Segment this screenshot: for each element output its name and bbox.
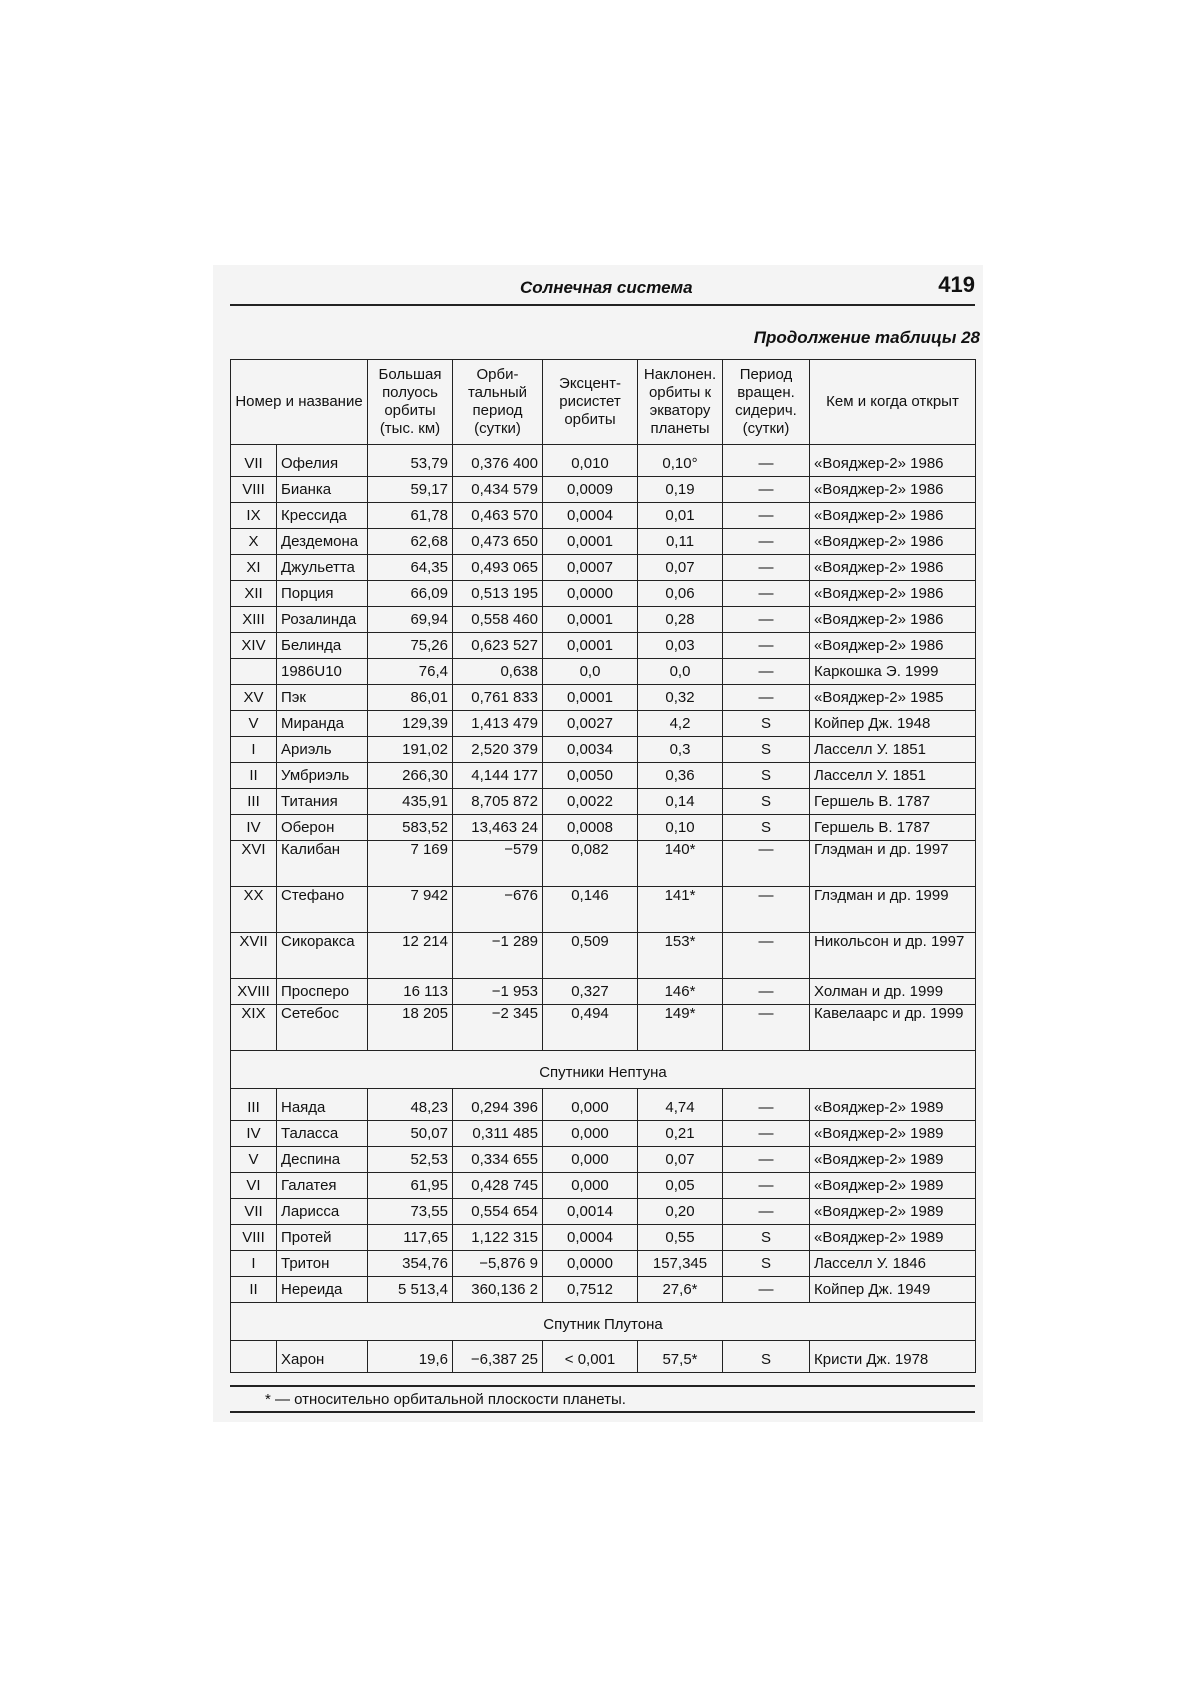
satellite-number: IV xyxy=(231,815,277,841)
discovery: Гершель В. 1787 xyxy=(810,789,976,815)
eccentricity: 0,7512 xyxy=(543,1277,638,1303)
discovery: Кристи Дж. 1978 xyxy=(810,1341,976,1373)
table-row xyxy=(231,685,976,711)
table-row xyxy=(231,1341,976,1373)
table-row xyxy=(231,1199,976,1225)
table-row xyxy=(231,737,976,763)
table-row xyxy=(231,1225,976,1251)
orbital-period: 0,554 654 xyxy=(453,1199,543,1225)
orbital-period: 8,705 872 xyxy=(453,789,543,815)
satellite-number: XVI xyxy=(231,841,277,887)
discovery: «Вояджер-2» 1989 xyxy=(810,1089,976,1121)
semi-major-axis: 266,30 xyxy=(368,763,453,789)
semi-major-axis: 76,4 xyxy=(368,659,453,685)
semi-major-axis: 61,95 xyxy=(368,1173,453,1199)
rotation-period: — xyxy=(723,933,810,979)
inclination: 0,07 xyxy=(638,1147,723,1173)
satellite-number: X xyxy=(231,529,277,555)
rotation-period: — xyxy=(723,1147,810,1173)
table-row xyxy=(231,887,976,933)
column-header-number-name: Номер и название xyxy=(231,360,368,445)
rotation-period: — xyxy=(723,1005,810,1051)
satellite-number: XV xyxy=(231,685,277,711)
inclination: 0,32 xyxy=(638,685,723,711)
pluto-satellites xyxy=(231,1341,976,1373)
rotation-period: — xyxy=(723,1277,810,1303)
table-row xyxy=(231,815,976,841)
inclination: 0,19 xyxy=(638,477,723,503)
satellite-number: VII xyxy=(231,445,277,477)
table-row xyxy=(231,1277,976,1303)
satellite-number: V xyxy=(231,711,277,737)
satellite-name: Тритон xyxy=(277,1251,368,1277)
inclination: 0,28 xyxy=(638,607,723,633)
uranus-satellites xyxy=(231,445,976,1051)
satellite-name: Оберон xyxy=(277,815,368,841)
inclination: 0,10° xyxy=(638,445,723,477)
eccentricity: 0,082 xyxy=(543,841,638,887)
orbital-period: 0,376 400 xyxy=(453,445,543,477)
eccentricity: 0,010 xyxy=(543,445,638,477)
semi-major-axis: 16 113 xyxy=(368,979,453,1005)
rotation-period: S xyxy=(723,763,810,789)
discovery: Каркошка Э. 1999 xyxy=(810,659,976,685)
section-row xyxy=(231,1303,976,1341)
semi-major-axis: 435,91 xyxy=(368,789,453,815)
satellite-name: Ларисса xyxy=(277,1199,368,1225)
satellite-name: Миранда xyxy=(277,711,368,737)
rotation-period: S xyxy=(723,789,810,815)
inclination: 0,20 xyxy=(638,1199,723,1225)
rotation-period: S xyxy=(723,711,810,737)
eccentricity: 0,0022 xyxy=(543,789,638,815)
orbital-period: −2 345 xyxy=(453,1005,543,1051)
table-row xyxy=(231,841,976,887)
semi-major-axis: 117,65 xyxy=(368,1225,453,1251)
satellite-name: Таласса xyxy=(277,1121,368,1147)
satellite-name: Порция xyxy=(277,581,368,607)
orbital-period: −676 xyxy=(453,887,543,933)
semi-major-axis: 50,07 xyxy=(368,1121,453,1147)
orbital-period: 0,493 065 xyxy=(453,555,543,581)
rotation-period: — xyxy=(723,445,810,477)
semi-major-axis: 66,09 xyxy=(368,581,453,607)
page-number: 419 xyxy=(938,272,975,297)
orbital-period: 0,428 745 xyxy=(453,1173,543,1199)
satellite-number: XIII xyxy=(231,607,277,633)
rotation-period: — xyxy=(723,659,810,685)
neptune-section xyxy=(231,1051,976,1089)
inclination: 0,14 xyxy=(638,789,723,815)
orbital-period: 2,520 379 xyxy=(453,737,543,763)
orbital-period: 0,473 650 xyxy=(453,529,543,555)
satellite-number: I xyxy=(231,1251,277,1277)
orbital-period: 0,638 xyxy=(453,659,543,685)
eccentricity: 0,000 xyxy=(543,1147,638,1173)
satellite-number: I xyxy=(231,737,277,763)
column-header-rotation: Период вращен. сидерич. (сутки) xyxy=(723,360,810,445)
inclination: 141* xyxy=(638,887,723,933)
semi-major-axis: 48,23 xyxy=(368,1089,453,1121)
semi-major-axis: 86,01 xyxy=(368,685,453,711)
satellite-name: Титания xyxy=(277,789,368,815)
column-header-inclination: Наклонен. орбиты к экватору планеты xyxy=(638,360,723,445)
satellite-number xyxy=(231,659,277,685)
inclination: 4,2 xyxy=(638,711,723,737)
inclination: 0,36 xyxy=(638,763,723,789)
table-row xyxy=(231,581,976,607)
satellite-name: Белинда xyxy=(277,633,368,659)
inclination: 0,21 xyxy=(638,1121,723,1147)
inclination: 4,74 xyxy=(638,1089,723,1121)
discovery: Ласселл У. 1846 xyxy=(810,1251,976,1277)
table-row xyxy=(231,659,976,685)
orbital-period: 0,623 527 xyxy=(453,633,543,659)
orbital-period: −579 xyxy=(453,841,543,887)
discovery: «Вояджер-2» 1989 xyxy=(810,1199,976,1225)
semi-major-axis: 191,02 xyxy=(368,737,453,763)
pluto-section xyxy=(231,1303,976,1341)
eccentricity: 0,000 xyxy=(543,1173,638,1199)
eccentricity: < 0,001 xyxy=(543,1341,638,1373)
eccentricity: 0,146 xyxy=(543,887,638,933)
table-row xyxy=(231,933,976,979)
rotation-period: — xyxy=(723,887,810,933)
eccentricity: 0,0001 xyxy=(543,607,638,633)
discovery: «Вояджер-2» 1986 xyxy=(810,581,976,607)
satellite-name: Крессида xyxy=(277,503,368,529)
semi-major-axis: 52,53 xyxy=(368,1147,453,1173)
discovery: «Вояджер-2» 1985 xyxy=(810,685,976,711)
inclination: 153* xyxy=(638,933,723,979)
table-header-row xyxy=(231,360,976,445)
table-row xyxy=(231,445,976,477)
orbital-period: −6,387 25 xyxy=(453,1341,543,1373)
semi-major-axis: 73,55 xyxy=(368,1199,453,1225)
column-header-discovery: Кем и когда открыт xyxy=(810,360,976,445)
bottom-rule xyxy=(230,1411,975,1413)
semi-major-axis: 62,68 xyxy=(368,529,453,555)
satellite-name: Галатея xyxy=(277,1173,368,1199)
satellite-number: IV xyxy=(231,1121,277,1147)
satellite-name: Сетебос xyxy=(277,1005,368,1051)
satellite-name: Сикоракса xyxy=(277,933,368,979)
pluto-section-title: Спутник Плутона xyxy=(231,1303,976,1341)
table-row xyxy=(231,529,976,555)
semi-major-axis: 12 214 xyxy=(368,933,453,979)
semi-major-axis: 69,94 xyxy=(368,607,453,633)
eccentricity: 0,0014 xyxy=(543,1199,638,1225)
table-row xyxy=(231,1147,976,1173)
eccentricity: 0,0008 xyxy=(543,815,638,841)
orbital-period: −1 953 xyxy=(453,979,543,1005)
eccentricity: 0,000 xyxy=(543,1121,638,1147)
inclination: 0,10 xyxy=(638,815,723,841)
satellite-name: Нереида xyxy=(277,1277,368,1303)
table-row xyxy=(231,711,976,737)
semi-major-axis: 5 513,4 xyxy=(368,1277,453,1303)
column-header-eccentricity: Эксцент-рисистет орбиты xyxy=(543,360,638,445)
orbital-period: 0,513 195 xyxy=(453,581,543,607)
inclination: 149* xyxy=(638,1005,723,1051)
discovery: Ласселл У. 1851 xyxy=(810,763,976,789)
table-row xyxy=(231,555,976,581)
orbital-period: 4,144 177 xyxy=(453,763,543,789)
satellite-number xyxy=(231,1341,277,1373)
table-row xyxy=(231,1005,976,1051)
rotation-period: S xyxy=(723,815,810,841)
rotation-period: — xyxy=(723,1089,810,1121)
discovery: «Вояджер-2» 1986 xyxy=(810,633,976,659)
rotation-period: — xyxy=(723,685,810,711)
orbital-period: 0,761 833 xyxy=(453,685,543,711)
satellite-number: VIII xyxy=(231,477,277,503)
discovery: «Вояджер-2» 1989 xyxy=(810,1225,976,1251)
eccentricity: 0,0000 xyxy=(543,1251,638,1277)
semi-major-axis: 53,79 xyxy=(368,445,453,477)
orbital-period: 0,334 655 xyxy=(453,1147,543,1173)
discovery: «Вояджер-2» 1986 xyxy=(810,555,976,581)
eccentricity: 0,0000 xyxy=(543,581,638,607)
satellite-name: Дездемона xyxy=(277,529,368,555)
satellite-number: V xyxy=(231,1147,277,1173)
inclination: 0,03 xyxy=(638,633,723,659)
eccentricity: 0,0009 xyxy=(543,477,638,503)
section-row xyxy=(231,1051,976,1089)
discovery: Холман и др. 1999 xyxy=(810,979,976,1005)
eccentricity: 0,494 xyxy=(543,1005,638,1051)
eccentricity: 0,0004 xyxy=(543,1225,638,1251)
footnote-rule xyxy=(230,1385,975,1387)
table-row xyxy=(231,503,976,529)
satellite-name: Просперо xyxy=(277,979,368,1005)
orbital-period: 1,413 479 xyxy=(453,711,543,737)
satellite-name: Умбриэль xyxy=(277,763,368,789)
semi-major-axis: 354,76 xyxy=(368,1251,453,1277)
satellite-name: Наяда xyxy=(277,1089,368,1121)
inclination: 27,6* xyxy=(638,1277,723,1303)
rotation-period: S xyxy=(723,1341,810,1373)
semi-major-axis: 7 942 xyxy=(368,887,453,933)
table-row xyxy=(231,1121,976,1147)
eccentricity: 0,0027 xyxy=(543,711,638,737)
satellite-number: III xyxy=(231,789,277,815)
discovery: Глэдман и др. 1999 xyxy=(810,887,976,933)
satellite-number: VIII xyxy=(231,1225,277,1251)
satellites-table xyxy=(230,359,976,1373)
satellite-number: XX xyxy=(231,887,277,933)
discovery: Глэдман и др. 1997 xyxy=(810,841,976,887)
satellite-name: Калибан xyxy=(277,841,368,887)
semi-major-axis: 7 169 xyxy=(368,841,453,887)
rotation-period: — xyxy=(723,555,810,581)
satellite-number: II xyxy=(231,1277,277,1303)
satellite-name: Пэк xyxy=(277,685,368,711)
satellite-number: XVII xyxy=(231,933,277,979)
inclination: 140* xyxy=(638,841,723,887)
rotation-period: S xyxy=(723,1225,810,1251)
footnote: * — относительно орбитальной плоскости планеты. xyxy=(265,1391,626,1408)
rotation-period: — xyxy=(723,841,810,887)
orbital-period: −5,876 9 xyxy=(453,1251,543,1277)
running-title: Солнечная система xyxy=(520,278,693,297)
rotation-period: — xyxy=(723,529,810,555)
satellite-number: XVIII xyxy=(231,979,277,1005)
satellite-number: VII xyxy=(231,1199,277,1225)
eccentricity: 0,509 xyxy=(543,933,638,979)
inclination: 0,0 xyxy=(638,659,723,685)
satellite-number: XI xyxy=(231,555,277,581)
satellite-name: Офелия xyxy=(277,445,368,477)
semi-major-axis: 75,26 xyxy=(368,633,453,659)
inclination: 0,55 xyxy=(638,1225,723,1251)
table-row xyxy=(231,789,976,815)
rotation-period: — xyxy=(723,477,810,503)
eccentricity: 0,327 xyxy=(543,979,638,1005)
satellite-number: XII xyxy=(231,581,277,607)
table-row xyxy=(231,1251,976,1277)
inclination: 0,01 xyxy=(638,503,723,529)
inclination: 57,5* xyxy=(638,1341,723,1373)
page-header xyxy=(230,272,975,304)
satellite-number: XIX xyxy=(231,1005,277,1051)
discovery: «Вояджер-2» 1989 xyxy=(810,1147,976,1173)
rotation-period: S xyxy=(723,1251,810,1277)
discovery: «Вояджер-2» 1989 xyxy=(810,1121,976,1147)
table-row xyxy=(231,607,976,633)
inclination: 0,3 xyxy=(638,737,723,763)
semi-major-axis: 583,52 xyxy=(368,815,453,841)
satellite-name: Розалинда xyxy=(277,607,368,633)
orbital-period: 1,122 315 xyxy=(453,1225,543,1251)
orbital-period: −1 289 xyxy=(453,933,543,979)
rotation-period: — xyxy=(723,633,810,659)
orbital-period: 13,463 24 xyxy=(453,815,543,841)
discovery: «Вояджер-2» 1986 xyxy=(810,477,976,503)
neptune-section-title: Спутники Нептуна xyxy=(231,1051,976,1089)
inclination: 0,07 xyxy=(638,555,723,581)
orbital-period: 360,136 2 xyxy=(453,1277,543,1303)
satellite-number: IX xyxy=(231,503,277,529)
eccentricity: 0,0001 xyxy=(543,529,638,555)
table-row xyxy=(231,1173,976,1199)
discovery: Койпер Дж. 1948 xyxy=(810,711,976,737)
eccentricity: 0,0 xyxy=(543,659,638,685)
discovery: Ласселл У. 1851 xyxy=(810,737,976,763)
semi-major-axis: 19,6 xyxy=(368,1341,453,1373)
eccentricity: 0,0004 xyxy=(543,503,638,529)
eccentricity: 0,0034 xyxy=(543,737,638,763)
semi-major-axis: 59,17 xyxy=(368,477,453,503)
satellite-name: Стефано xyxy=(277,887,368,933)
orbital-period: 0,463 570 xyxy=(453,503,543,529)
satellite-number: II xyxy=(231,763,277,789)
discovery: «Вояджер-2» 1986 xyxy=(810,503,976,529)
rotation-period: — xyxy=(723,1173,810,1199)
semi-major-axis: 129,39 xyxy=(368,711,453,737)
table-row xyxy=(231,477,976,503)
discovery: «Вояджер-2» 1986 xyxy=(810,445,976,477)
inclination: 0,05 xyxy=(638,1173,723,1199)
eccentricity: 0,000 xyxy=(543,1089,638,1121)
discovery: «Вояджер-2» 1989 xyxy=(810,1173,976,1199)
table-row xyxy=(231,763,976,789)
eccentricity: 0,0001 xyxy=(543,685,638,711)
inclination: 146* xyxy=(638,979,723,1005)
satellite-name: Харон xyxy=(277,1341,368,1373)
inclination: 157,345 xyxy=(638,1251,723,1277)
satellite-name: Протей xyxy=(277,1225,368,1251)
semi-major-axis: 18 205 xyxy=(368,1005,453,1051)
rotation-period: — xyxy=(723,979,810,1005)
satellite-name: 1986U10 xyxy=(277,659,368,685)
orbital-period: 0,558 460 xyxy=(453,607,543,633)
column-header-orbital-period: Орби-тальный период (сутки) xyxy=(453,360,543,445)
header-rule xyxy=(230,304,975,306)
discovery: Никольсон и др. 1997 xyxy=(810,933,976,979)
table-row xyxy=(231,1089,976,1121)
semi-major-axis: 61,78 xyxy=(368,503,453,529)
orbital-period: 0,434 579 xyxy=(453,477,543,503)
satellite-number: III xyxy=(231,1089,277,1121)
discovery: «Вояджер-2» 1986 xyxy=(810,529,976,555)
rotation-period: — xyxy=(723,1121,810,1147)
satellite-number: XIV xyxy=(231,633,277,659)
orbital-period: 0,311 485 xyxy=(453,1121,543,1147)
inclination: 0,11 xyxy=(638,529,723,555)
satellite-name: Ариэль xyxy=(277,737,368,763)
satellite-name: Джульетта xyxy=(277,555,368,581)
rotation-period: — xyxy=(723,581,810,607)
rotation-period: — xyxy=(723,607,810,633)
column-header-semi-major-axis: Большая полуось орбиты (тыс. км) xyxy=(368,360,453,445)
discovery: Гершель В. 1787 xyxy=(810,815,976,841)
semi-major-axis: 64,35 xyxy=(368,555,453,581)
neptune-satellites xyxy=(231,1089,976,1303)
discovery: «Вояджер-2» 1986 xyxy=(810,607,976,633)
inclination: 0,06 xyxy=(638,581,723,607)
eccentricity: 0,0007 xyxy=(543,555,638,581)
discovery: Койпер Дж. 1949 xyxy=(810,1277,976,1303)
satellite-number: VI xyxy=(231,1173,277,1199)
rotation-period: S xyxy=(723,737,810,763)
eccentricity: 0,0050 xyxy=(543,763,638,789)
rotation-period: — xyxy=(723,1199,810,1225)
eccentricity: 0,0001 xyxy=(543,633,638,659)
table-row xyxy=(231,979,976,1005)
table-row xyxy=(231,633,976,659)
satellite-name: Деспина xyxy=(277,1147,368,1173)
satellite-name: Бианка xyxy=(277,477,368,503)
table-continuation-label: Продолжение таблицы 28 xyxy=(753,328,980,347)
rotation-period: — xyxy=(723,503,810,529)
orbital-period: 0,294 396 xyxy=(453,1089,543,1121)
discovery: Кавелаарс и др. 1999 xyxy=(810,1005,976,1051)
